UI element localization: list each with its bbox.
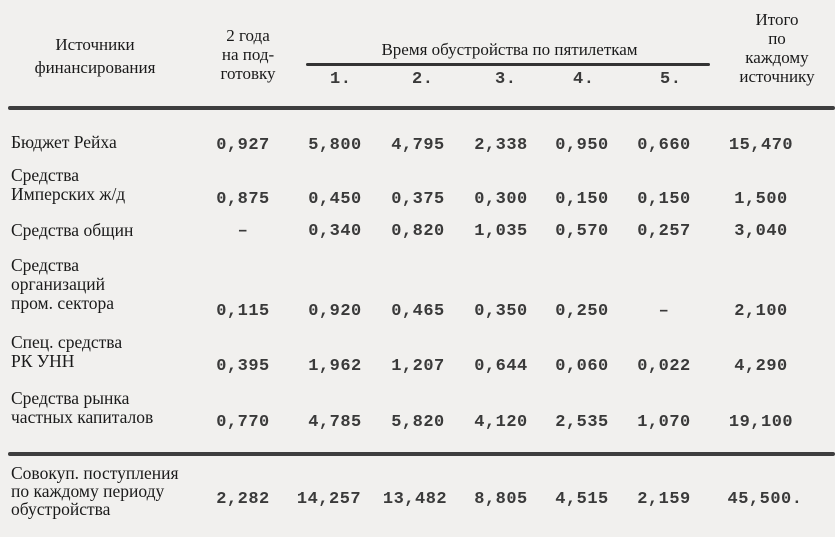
row-label-line: организаций bbox=[11, 274, 105, 294]
totals-p5: 2,159 bbox=[637, 490, 691, 509]
cell-private-prep: 0,770 bbox=[216, 413, 270, 432]
totals-label-line: Совокуп. поступления bbox=[11, 463, 179, 483]
totals-row-label bbox=[11, 464, 179, 518]
row-label-line: Бюджет Рейха bbox=[11, 132, 117, 152]
cell-communities-total: 3,040 bbox=[734, 222, 788, 241]
cell-private-p4: 2,535 bbox=[555, 413, 609, 432]
period-5-header: 5. bbox=[660, 70, 682, 89]
cell-special-prep: 0,395 bbox=[216, 357, 270, 376]
row-label-line: РК УНН bbox=[11, 351, 75, 371]
period-2-header: 2. bbox=[412, 70, 434, 89]
header-prep-line: готовку bbox=[220, 64, 276, 83]
cell-reich-p5: 0,660 bbox=[637, 136, 691, 155]
cell-industrial-p5: – bbox=[658, 302, 670, 321]
cell-industrial-p4: 0,250 bbox=[555, 302, 609, 321]
row-label-line: Средства рынка bbox=[11, 388, 130, 408]
cell-railways-p5: 0,150 bbox=[637, 190, 691, 209]
period-3-header: 3. bbox=[495, 70, 517, 89]
cell-communities-p1: 0,340 bbox=[308, 222, 362, 241]
row-label-private-capital bbox=[11, 389, 153, 427]
cell-communities-prep: – bbox=[237, 222, 249, 241]
row-label-line: Имперских ж/д bbox=[11, 184, 126, 204]
totals-p1: 14,257 bbox=[296, 490, 362, 509]
cell-private-p3: 4,120 bbox=[474, 413, 528, 432]
row-label-industrial-orgs bbox=[11, 256, 114, 313]
cell-special-p4: 0,060 bbox=[555, 357, 609, 376]
cell-private-p1: 4,785 bbox=[308, 413, 362, 432]
totals-prep: 2,282 bbox=[216, 490, 270, 509]
totals-p3: 8,805 bbox=[474, 490, 528, 509]
cell-special-p1: 1,962 bbox=[308, 357, 362, 376]
cell-industrial-prep: 0,115 bbox=[216, 302, 270, 321]
cell-reich-total: 15,470 bbox=[728, 136, 794, 155]
cell-railways-p1: 0,450 bbox=[308, 190, 362, 209]
cell-reich-p4: 0,950 bbox=[555, 136, 609, 155]
cell-private-p2: 5,820 bbox=[391, 413, 445, 432]
cell-reich-p2: 4,795 bbox=[391, 136, 445, 155]
header-bottom-rule bbox=[8, 106, 835, 110]
header-total-line: источнику bbox=[739, 67, 815, 86]
totals-p2: 13,482 bbox=[382, 490, 448, 509]
totals-label-line: обустройства bbox=[11, 499, 111, 519]
totals-p4: 4,515 bbox=[555, 490, 609, 509]
row-label-line: Спец. средства bbox=[11, 332, 123, 352]
cell-railways-prep: 0,875 bbox=[216, 190, 270, 209]
cell-railways-p3: 0,300 bbox=[474, 190, 528, 209]
cell-communities-p3: 1,035 bbox=[474, 222, 528, 241]
header-periods-rule bbox=[306, 63, 710, 66]
totals-grand-total: 45,500. bbox=[727, 490, 803, 509]
totals-label-line: по каждому периоду bbox=[11, 481, 165, 501]
header-prep-line: на под- bbox=[221, 45, 275, 64]
totals-top-rule bbox=[8, 452, 835, 456]
cell-railways-total: 1,500 bbox=[734, 190, 788, 209]
row-label-imperial-railways bbox=[11, 166, 125, 204]
row-label-reich-budget bbox=[11, 133, 117, 152]
period-4-header: 4. bbox=[573, 70, 595, 89]
cell-special-p3: 0,644 bbox=[474, 357, 528, 376]
header-total bbox=[722, 10, 832, 86]
cell-railways-p2: 0,375 bbox=[391, 190, 445, 209]
cell-railways-p4: 0,150 bbox=[555, 190, 609, 209]
header-periods-group: Время обустройства по пятилеткам bbox=[381, 40, 638, 59]
header-prep bbox=[205, 26, 291, 83]
row-label-communities bbox=[11, 221, 133, 240]
header-total-line: каждому bbox=[745, 48, 809, 67]
row-label-line: Средства bbox=[11, 255, 80, 275]
header-source-line: финансирования bbox=[34, 58, 156, 77]
cell-reich-prep: 0,927 bbox=[216, 136, 270, 155]
cell-industrial-p1: 0,920 bbox=[308, 302, 362, 321]
header-source bbox=[10, 35, 180, 77]
cell-special-p5: 0,022 bbox=[637, 357, 691, 376]
cell-special-total: 4,290 bbox=[734, 357, 788, 376]
cell-reich-p1: 5,800 bbox=[308, 136, 362, 155]
header-prep-line: 2 года bbox=[226, 26, 270, 45]
row-label-line: частных капиталов bbox=[11, 407, 154, 427]
cell-industrial-total: 2,100 bbox=[734, 302, 788, 321]
cell-industrial-p2: 0,465 bbox=[391, 302, 445, 321]
cell-communities-p5: 0,257 bbox=[637, 222, 691, 241]
row-label-line: Средства bbox=[11, 165, 80, 185]
header-total-line: по bbox=[768, 29, 786, 48]
cell-communities-p2: 0,820 bbox=[391, 222, 445, 241]
header-source-line: Источники bbox=[55, 35, 135, 54]
row-label-line: Средства общин bbox=[11, 220, 134, 240]
header-total-line: Итого bbox=[755, 10, 799, 29]
period-1-header: 1. bbox=[330, 70, 352, 89]
cell-private-total: 19,100 bbox=[728, 413, 794, 432]
row-label-line: пром. сектора bbox=[11, 293, 115, 313]
cell-communities-p4: 0,570 bbox=[555, 222, 609, 241]
cell-special-p2: 1,207 bbox=[391, 357, 445, 376]
cell-private-p5: 1,070 bbox=[637, 413, 691, 432]
cell-reich-p3: 2,338 bbox=[474, 136, 528, 155]
row-label-special-funds bbox=[11, 333, 122, 371]
cell-industrial-p3: 0,350 bbox=[474, 302, 528, 321]
